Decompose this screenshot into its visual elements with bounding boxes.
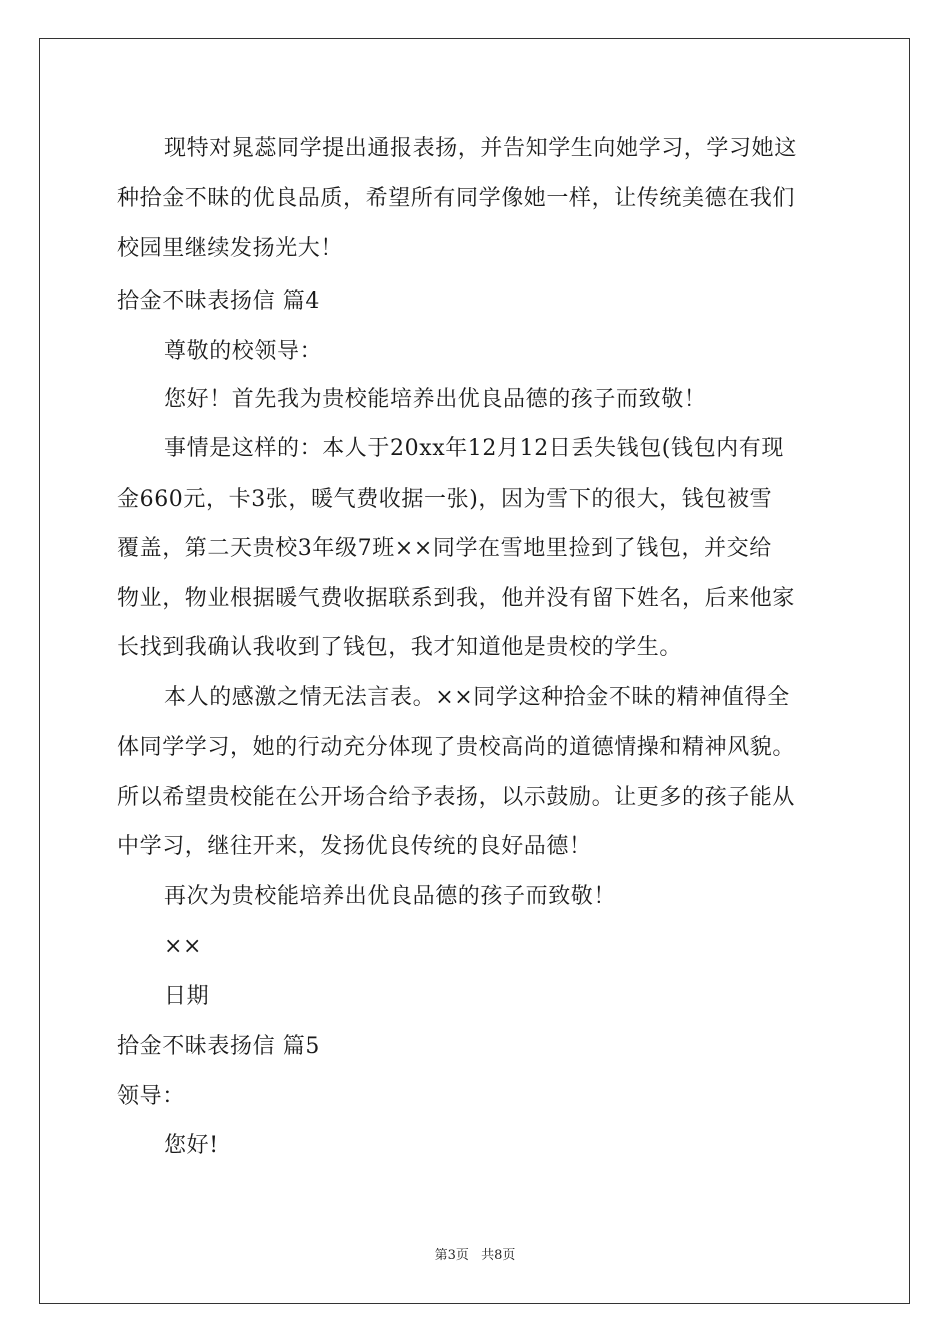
paragraph-line: 校园里继续发扬光大！ bbox=[117, 236, 344, 261]
page-footer bbox=[0, 1247, 950, 1265]
date-line: 日期 bbox=[164, 984, 210, 1009]
paragraph-line: 再次为贵校能培养出优良品德的孩子而致敬！ bbox=[164, 884, 617, 909]
salutation: 尊敬的校领导： bbox=[164, 339, 323, 364]
section-heading: 拾金不昧表扬信 篇4 bbox=[117, 289, 320, 314]
paragraph-line: 体同学学习，她的行动充分体现了贵校高尚的道德情操和精神风貌。 bbox=[117, 735, 796, 760]
paragraph-line: 种拾金不昧的优良品质，希望所有同学像她一样，让传统美德在我们 bbox=[117, 186, 796, 211]
paragraph-line: 覆盖，第二天贵校3年级7班××同学在雪地里捡到了钱包，并交给 bbox=[117, 536, 772, 561]
paragraph-line: 现特对晁蕊同学提出通报表扬，并告知学生向她学习，学习她这 bbox=[164, 136, 797, 161]
paragraph-line: 金660元，卡3张，暖气费收据一张)，因为雪下的很大，钱包被雪 bbox=[117, 487, 773, 512]
paragraph-line: 物业，物业根据暖气费收据联系到我，他并没有留下姓名，后来他家 bbox=[117, 586, 796, 611]
page-total: 共8页 bbox=[481, 1248, 516, 1263]
greeting: 您好! bbox=[164, 1133, 219, 1158]
salutation: 领导： bbox=[117, 1084, 185, 1109]
paragraph-line: 长找到我确认我收到了钱包，我才知道他是贵校的学生。 bbox=[117, 635, 683, 660]
paragraph-line: 中学习，继往开来，发扬优良传统的良好品德！ bbox=[117, 834, 592, 859]
paragraph-line: 您好！首先我为贵校能培养出优良品德的孩子而致敬！ bbox=[164, 387, 707, 412]
page-number: 第3页 bbox=[434, 1248, 469, 1263]
paragraph-line: 所以希望贵校能在公开场合给予表扬，以示鼓励。让更多的孩子能从 bbox=[117, 785, 796, 810]
paragraph-line: 事情是这样的：本人于20xx年12月12日丢失钱包(钱包内有现 bbox=[164, 436, 784, 461]
page-border bbox=[39, 38, 910, 1304]
signature: ×× bbox=[164, 934, 203, 959]
paragraph-line: 本人的感激之情无法言表。××同学这种拾金不昧的精神值得全 bbox=[164, 685, 790, 710]
section-heading: 拾金不昧表扬信 篇5 bbox=[117, 1034, 320, 1059]
